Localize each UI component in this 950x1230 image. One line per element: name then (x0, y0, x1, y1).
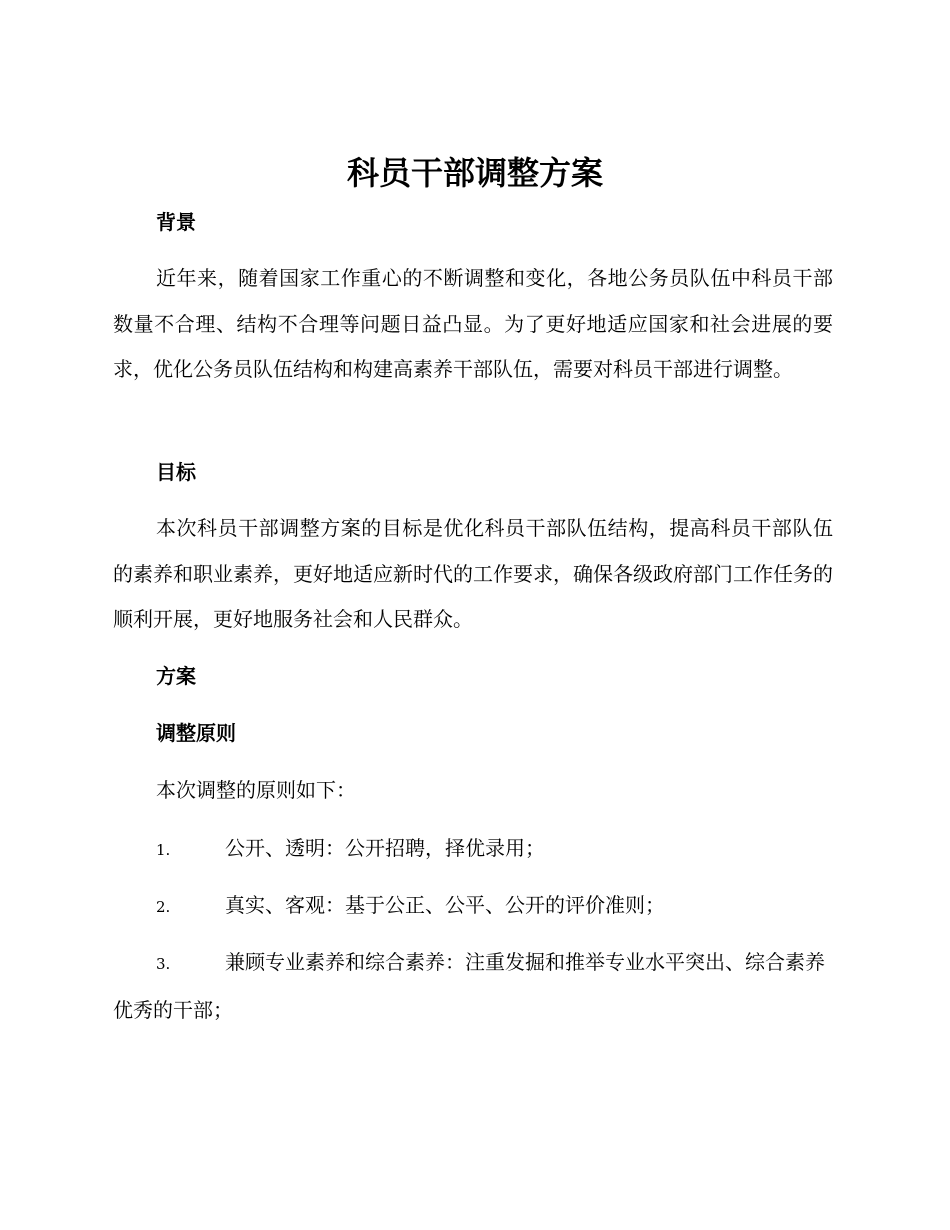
list-text: 真实、客观：基于公正、公平、公开的评价准则； (225, 893, 665, 917)
list-item (113, 883, 833, 931)
plan-heading: 方案 (156, 664, 196, 688)
list-text: 兼顾专业素养和综合素养：注重发掘和推举专业水平突出、综合素养优秀的干部； (113, 950, 825, 1022)
list-number: 3. (156, 955, 171, 973)
goal-paragraph: 本次科员干部调整方案的目标是优化科员干部队伍结构，提高科员干部队伍的素养和职业素养，更好地适应新时代的工作要求，确保各级政府部门工作任务的顺利开展，更好地服务社会和人民群众。 (113, 516, 833, 631)
list-text: 公开、透明：公开招聘，择优录用； (225, 836, 545, 860)
list-item (113, 826, 833, 874)
principles-intro: 本次调整的原则如下： (156, 778, 356, 802)
list-item (113, 940, 833, 1033)
principles-subheading: 调整原则 (156, 721, 236, 745)
background-paragraph: 近年来，随着国家工作重心的不断调整和变化，各地公务员队伍中科员干部数量不合理、结构不合理等问题日益凸显。为了更好地适应国家和社会进展的要求，优化公务员队伍结构和构建高素养干部队伍，需要对科员干部进行调整。 (113, 266, 833, 381)
document-title: 科员干部调整方案 (346, 154, 603, 192)
list-number: 2. (156, 898, 171, 916)
list-number: 1. (156, 841, 171, 859)
goal-heading: 目标 (156, 460, 196, 484)
background-heading: 背景 (156, 210, 196, 234)
